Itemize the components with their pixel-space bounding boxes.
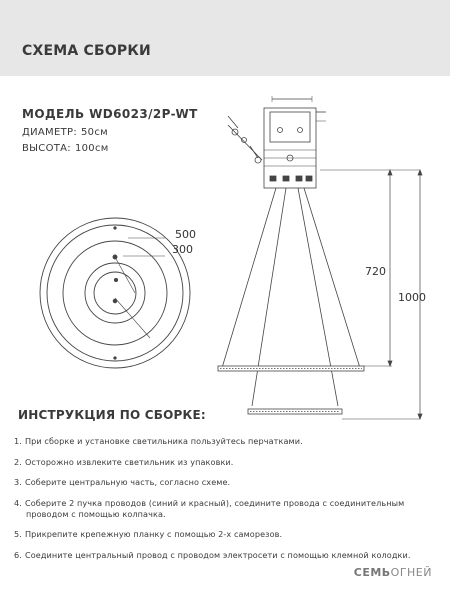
step-number: 6. [14,549,22,560]
inner-ring-dim: 300 [172,243,193,256]
page-title: СХЕМА СБОРКИ [22,43,151,59]
height-label: ВЫСОТА: [22,143,71,154]
step-text: Осторожно извлеките светильник из упаковки. [24,456,234,467]
step-number: 1. [14,436,22,446]
height-value: 100см [74,143,109,154]
assembly-detail [228,116,262,163]
step-number: 2. [14,456,22,467]
instructions-title: ИНСТРУКЦИЯ ПО СБОРКЕ: [18,408,206,422]
step-text: При сборке и установке светильника пользуйтесь перчатками. [24,436,303,446]
brand-rest: ОГНЕЙ [390,566,432,579]
instruction-step-1 [14,436,444,447]
brand-logo [354,566,432,579]
lower-ring [248,409,342,414]
instruction-step-6 [14,550,444,561]
brand-bold: СЕМЬ [353,566,391,579]
step-number: 4. [14,497,22,508]
suspension-cables [222,188,360,406]
step-text: Соберите 2 пучка проводов (синий и красный), соедините провода с соединительным [24,497,405,508]
diameter-value: 50см [81,127,108,138]
instruction-step-4 [14,498,444,520]
step-number: 5. [14,529,22,540]
diameter-label: ДИАМЕТР: [22,127,77,138]
step-number: 3. [14,477,22,488]
step-text-continued: проводом с помощью колпачка. [26,508,166,519]
step-text: Прикрепите крепежную планку с помощью 2-х саморезов. [24,529,283,540]
total-height-dim: 1000 [398,291,426,304]
outer-ring-dim: 500 [175,228,196,241]
instruction-step-2 [14,457,444,468]
step-text: Соедините центральный провод с проводом электросети с помощью клемной колодки. [24,549,411,560]
instructions-list [14,436,444,571]
model-name: МОДЕЛЬ WD6023/2P-WT [22,107,198,121]
cable-length-dim: 720 [365,265,386,278]
top-view-drawing [40,218,190,368]
instruction-step-3 [14,477,444,488]
canopy-drawing [264,96,326,188]
step-text: Соберите центральную часть, согласно схеме. [24,477,231,488]
instruction-step-5 [14,529,444,540]
upper-ring [218,366,364,371]
